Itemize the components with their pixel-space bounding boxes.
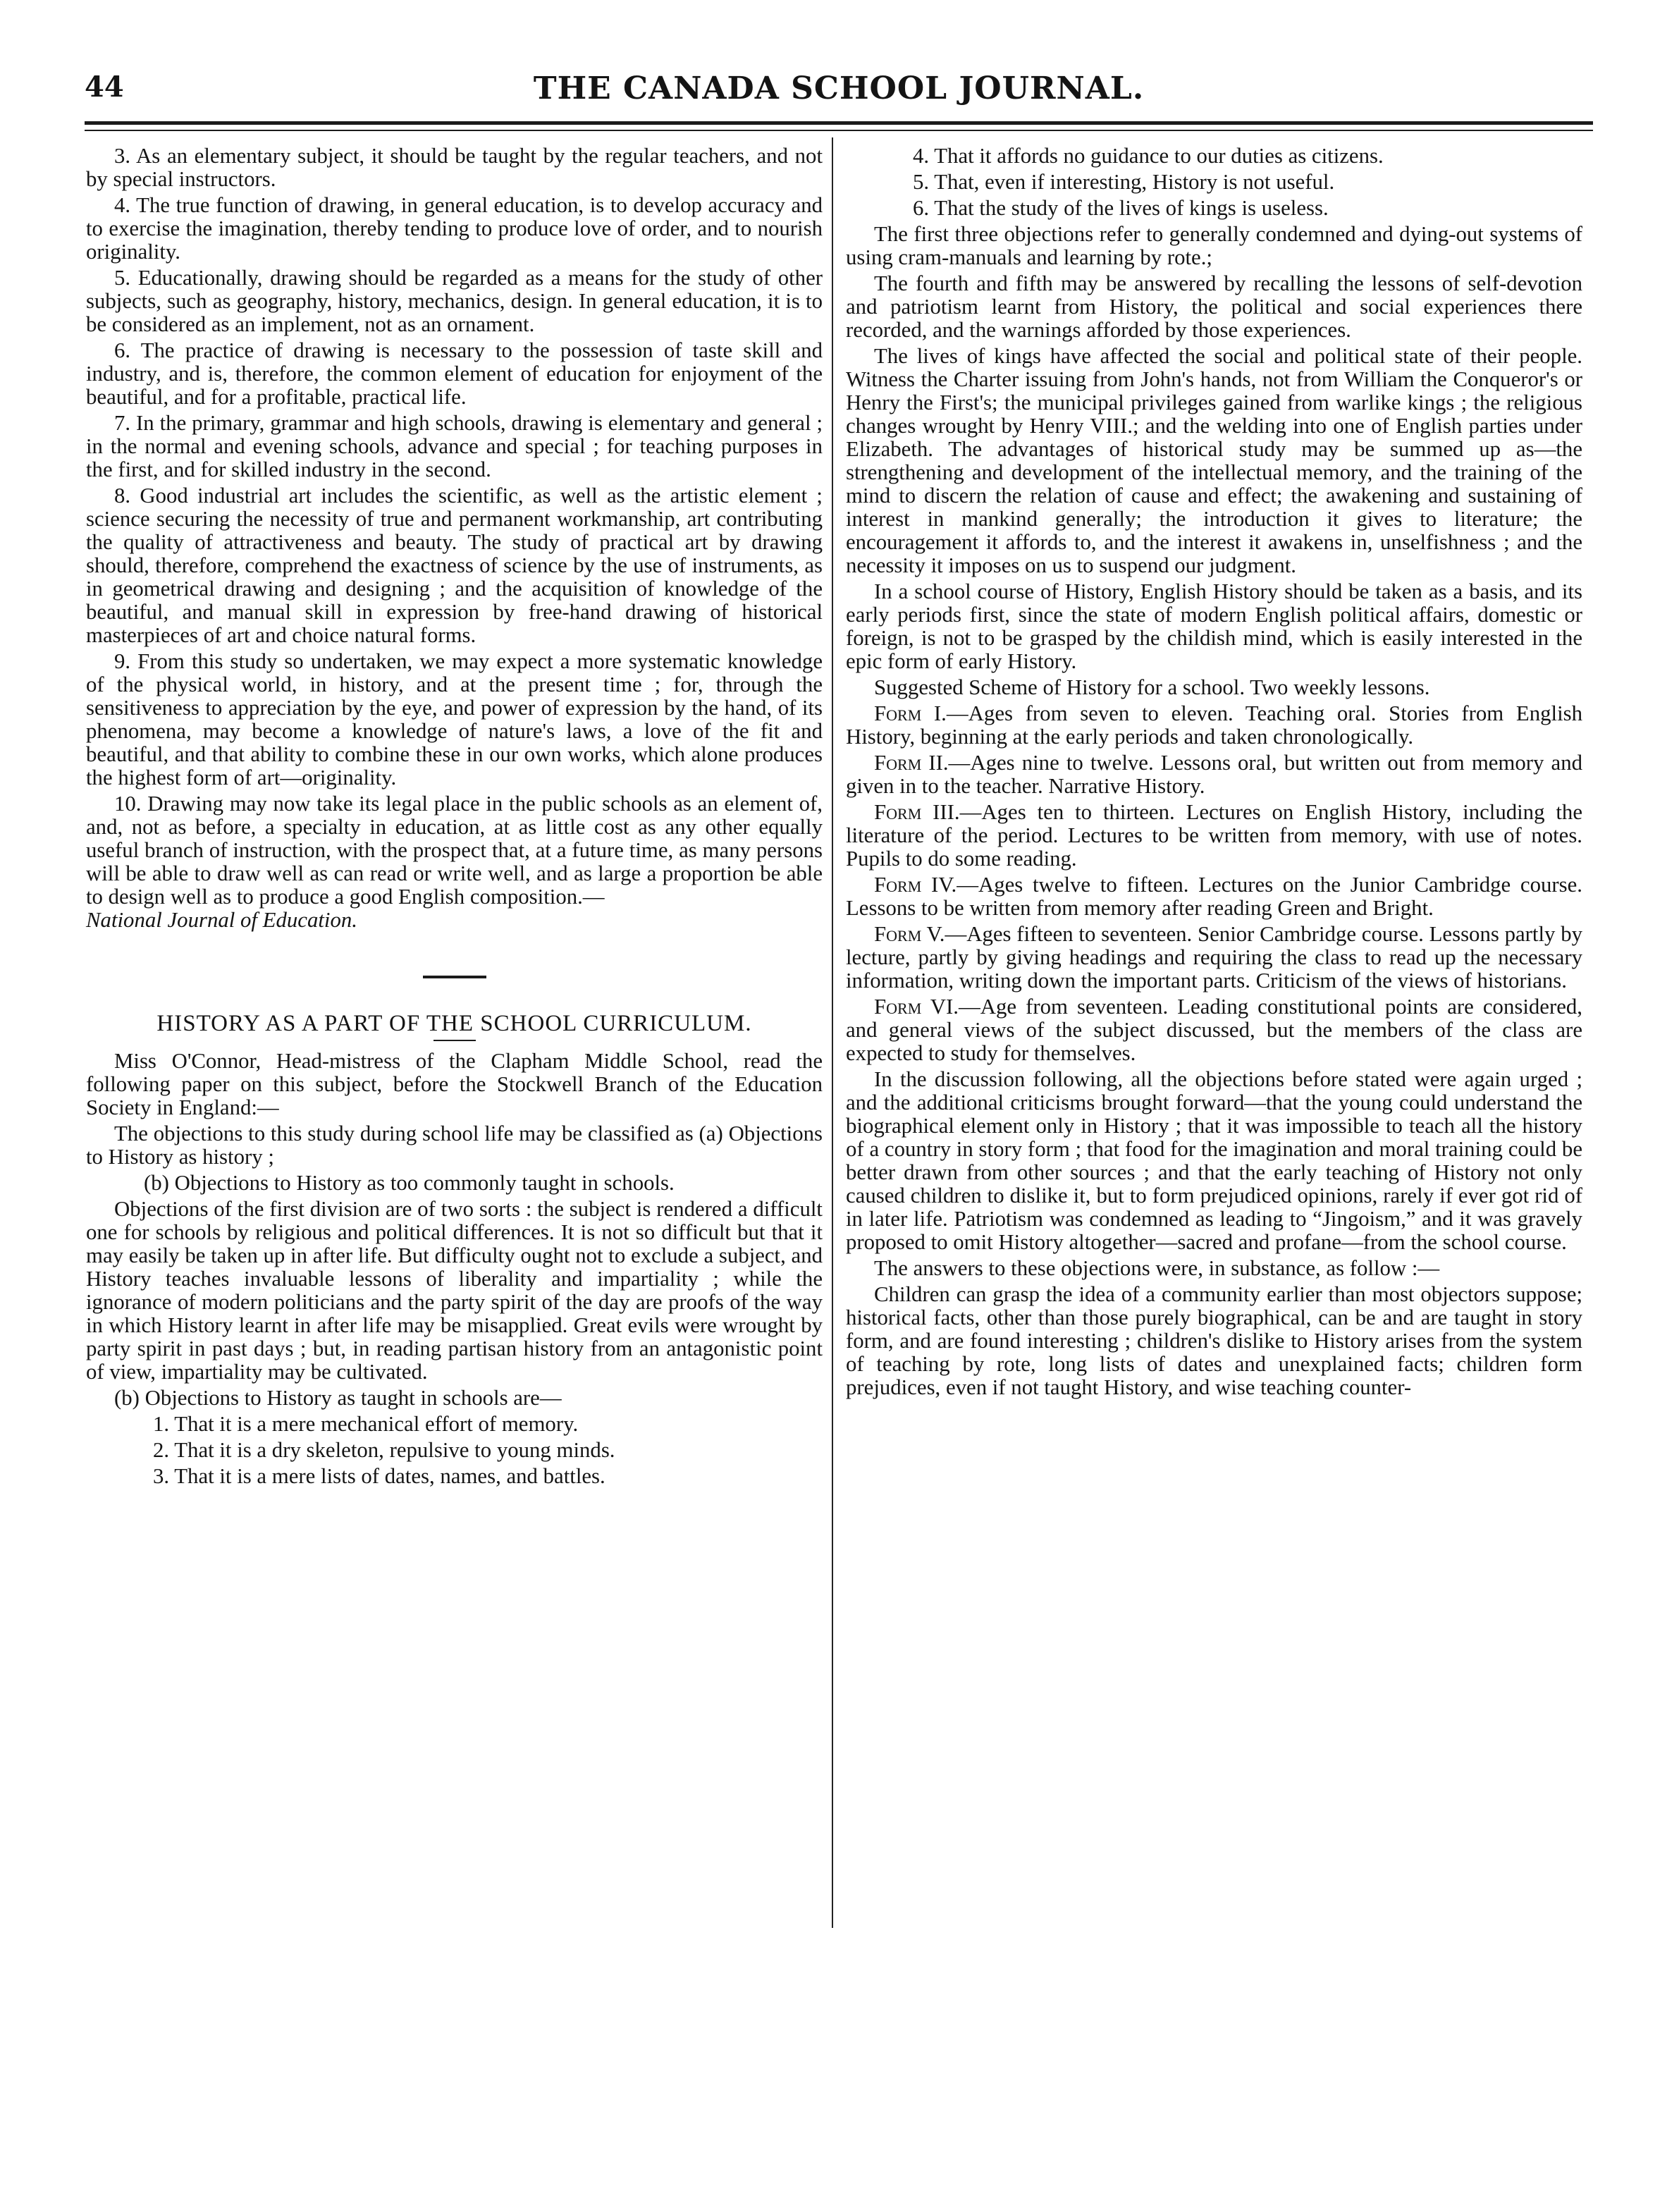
column-divider (832, 137, 833, 1928)
page-header (85, 70, 1593, 113)
form-label: Form VI. (874, 995, 959, 1019)
list-item: 6. That the study of the lives of kings is useless. (913, 196, 1329, 220)
form-text: —Ages twelve to fifteen. Lectures on the Junior Cambridge course. Lessons to be written from memory after reading Green and Bright. (846, 873, 1582, 920)
form-paragraph (846, 702, 1582, 749)
list-item: 3. That it is a mere lists of dates, names, and battles. (153, 1464, 605, 1488)
paragraph (86, 792, 823, 932)
form-text: —Ages nine to twelve. Lessons oral, but written out from memory and given in to the teacher. Narrative History. (846, 751, 1582, 798)
paragraph: (b) Objections to History as too commonly taught in schools. (144, 1171, 675, 1195)
header-rule-thin (85, 130, 1593, 131)
page-number: 44 (85, 70, 124, 104)
paragraph: (b) Objections to History as taught in schools are— (114, 1386, 562, 1410)
paragraph: 7. In the primary, grammar and high schools, drawing is elementary and general ; in the normal and evening schools, advance and special ; for teaching purposes in the first, and for skilled industry in the second. (86, 411, 823, 481)
list-item: 4. That it affords no guidance to our duties as citizens. (913, 144, 1384, 168)
paragraph: The objections to this study during school life may be classified as (a) Objections to History as history ; (86, 1122, 823, 1169)
form-paragraph (846, 923, 1582, 993)
list-item: 5. That, even if interesting, History is not useful. (913, 170, 1335, 194)
paragraph: The fourth and fifth may be answered by recalling the lessons of self-devotion and patriotism learnt from History, the political and social experiences there recorded, and the warnings afforded by those experiences. (846, 271, 1582, 342)
form-label: Form III. (874, 800, 960, 824)
paragraph: In the discussion following, all the objections before stated were again urged ; and the additional criticisms brought forward—that the young could understand the biographical element only in History ; that it was impossible to teach all the history of a country in story form ; that food for the imagination and moral training could be better drawn from other sources ; and that the early teaching of History not only caused children to dislike it, but to form prejudiced opinions, rarely if ever got rid of in later life. Patriotism was condemned as leading to “Jingoism,” and it was gravely proposed to omit History altogether—sacred and profane—from the school course. (846, 1067, 1582, 1254)
form-paragraph (846, 751, 1582, 798)
paragraph: Children can grasp the idea of a community earlier than most objectors suppose; historical facts, other than those purely biographical, can be and are taught in story form, and are found interesting ; children's dislike to History arises from the system of teaching by rote, long lists of dates and unexplained facts; children form prejudices, even if not taught History, and wise teaching counter- (846, 1282, 1582, 1399)
header-rule-thick (85, 121, 1593, 125)
paragraph: Suggested Scheme of History for a school. Two weekly lessons. (874, 675, 1430, 699)
article-title: HISTORY AS A PART OF THE SCHOOL CURRICULUM. (156, 1011, 752, 1036)
form-text: —Ages from seven to eleven. Teaching oral. Stories from English History, beginning at the early periods and taken chronologically. (846, 701, 1583, 749)
paragraph: 9. From this study so undertaken, we may expect a more systematic knowledge of the physical world, in history, and at the present time ; for, through the sensitiveness to appreciation by the eye, and power of expression by the hand, of its phenomena, may become a knowledge of nature's laws, a love of the fit and beautiful, and that ability to combine these in our own works, which alone produces the highest form of art—originality. (86, 649, 823, 789)
section-rule (423, 976, 486, 978)
paragraph: 4. The true function of drawing, in general education, is to develop accuracy and to exercise the imagination, thereby tending to produce love of order, and to nourish originality. (86, 193, 823, 264)
journal-title: THE CANADA SCHOOL JOURNAL. (533, 70, 1145, 106)
form-text: —Age from seventeen. Leading constitutional points are considered, and general views of the subject discussed, but the members of the class are expected to study for themselves. (846, 995, 1582, 1065)
form-label: Form I. (874, 701, 947, 725)
list-item: 2. That it is a dry skeleton, repulsive to young minds. (153, 1438, 615, 1462)
paragraph: In a school course of History, English History should be taken as a basis, and its early periods first, since the state of modern English political affairs, domestic or foreign, is not to be grasped by the childish mind, which is easily interested in the epic form of early History. (846, 579, 1582, 673)
paragraph: Miss O'Connor, Head-mistress of the Clapham Middle School, read the following paper on this subject, before the Stockwell Branch of the Education Society in England:— (86, 1049, 823, 1119)
left-column (86, 145, 823, 1491)
paragraph: The first three objections refer to generally condemned and dying-out systems of using cram-manuals and learning by rote.; (846, 222, 1582, 269)
form-paragraph (846, 801, 1582, 871)
paragraph: 6. The practice of drawing is necessary to the possession of taste skill and industry, and is, therefore, the common element of education for enjoyment of the beautiful, and for a profitable, practical life. (86, 338, 823, 409)
form-paragraph (846, 873, 1582, 920)
form-label: Form II. (874, 751, 949, 775)
list-item: 1. That it is a mere mechanical effort of memory. (153, 1412, 579, 1436)
paragraph: The answers to these objections were, in substance, as follow :— (874, 1256, 1440, 1280)
form-text: —Ages fifteen to seventeen. Senior Cambridge course. Lessons partly by lecture, partly by giving headings and requiring the class to read up the necessary information, writing down the important parts. Criticism of the views of historians. (846, 922, 1582, 993)
source-citation: National Journal of Education. (86, 908, 357, 932)
form-paragraph (846, 995, 1582, 1065)
title-rule (433, 1040, 476, 1041)
paragraph: 8. Good industrial art includes the scientific, as well as the artistic element ; science securing the necessity of true and permanent workmanship, art contributing the quality of attractiveness and beauty. The study of practical art by drawing should, therefore, comprehend the exactness of science by the use of instruments, as in geometrical drawing and designing ; and the acquisition of knowledge of the beautiful, and manual skill in expression by free-hand drawing of historical masterpieces of art and choice natural forms. (86, 484, 823, 647)
right-column (846, 145, 1582, 1402)
paragraph: The lives of kings have affected the social and political state of their people. Witness the Charter issuing from John's hands, not from William the Conqueror's or Henry the First's; the municipal privileges gained from warlike kings ; the religious changes wrought by Henry VIII.; and the welding into one of English parties under Elizabeth. The advantages of historical study may be summed up as—the strengthening and development of the intellectual memory, and the training of the mind to discern the relation of cause and effect; the awakening and sustaining of interest in mankind generally; the introduction it gives to literature; the encouragement it affords to, and the interest it awakens in, unselfishness ; and the necessity it imposes on us to suspend our judgment. (846, 344, 1582, 577)
paragraph: Objections of the first division are of two sorts : the subject is rendered a difficult one for schools by religious and political differences. It is not so difficult but that it may easily be taken up in after life. But difficulty ought not to exclude a subject, and History teaches invaluable lessons of liberality and impartiality ; while the ignorance of modern politicians and the party spirit of the day are proofs of the way in which History learnt in after life may be misapplied. Great evils were wrought by party spirit in past days ; but, in reading partisan history from an antagonistic point of view, impartiality may be cultivated. (86, 1197, 823, 1384)
form-text: —Ages ten to thirteen. Lectures on English History, including the literature of the period. Lectures to be written from memory, with use of notes. Pupils to do some reading. (846, 800, 1582, 871)
paragraph: 3. As an elementary subject, it should be taught by the regular teachers, and not by special instructors. (86, 144, 823, 191)
form-label: Form IV. (874, 873, 957, 897)
paragraph-text: 10. Drawing may now take its legal place in the public schools as an element of, and, not as before, a specialty in education, at as little cost as any other equally useful branch of instruction, with the prospect that, at a future time, as many persons will be able to draw well as can read or write well, and as large a proportion be able to design well as to produce a good English composition.— (86, 792, 823, 909)
form-label: Form V. (874, 922, 945, 946)
paragraph: 5. Educationally, drawing should be regarded as a means for the study of other subjects, such as geography, history, mechanics, design. In general education, it is to be considered as an implement, not as an ornament. (86, 266, 823, 336)
